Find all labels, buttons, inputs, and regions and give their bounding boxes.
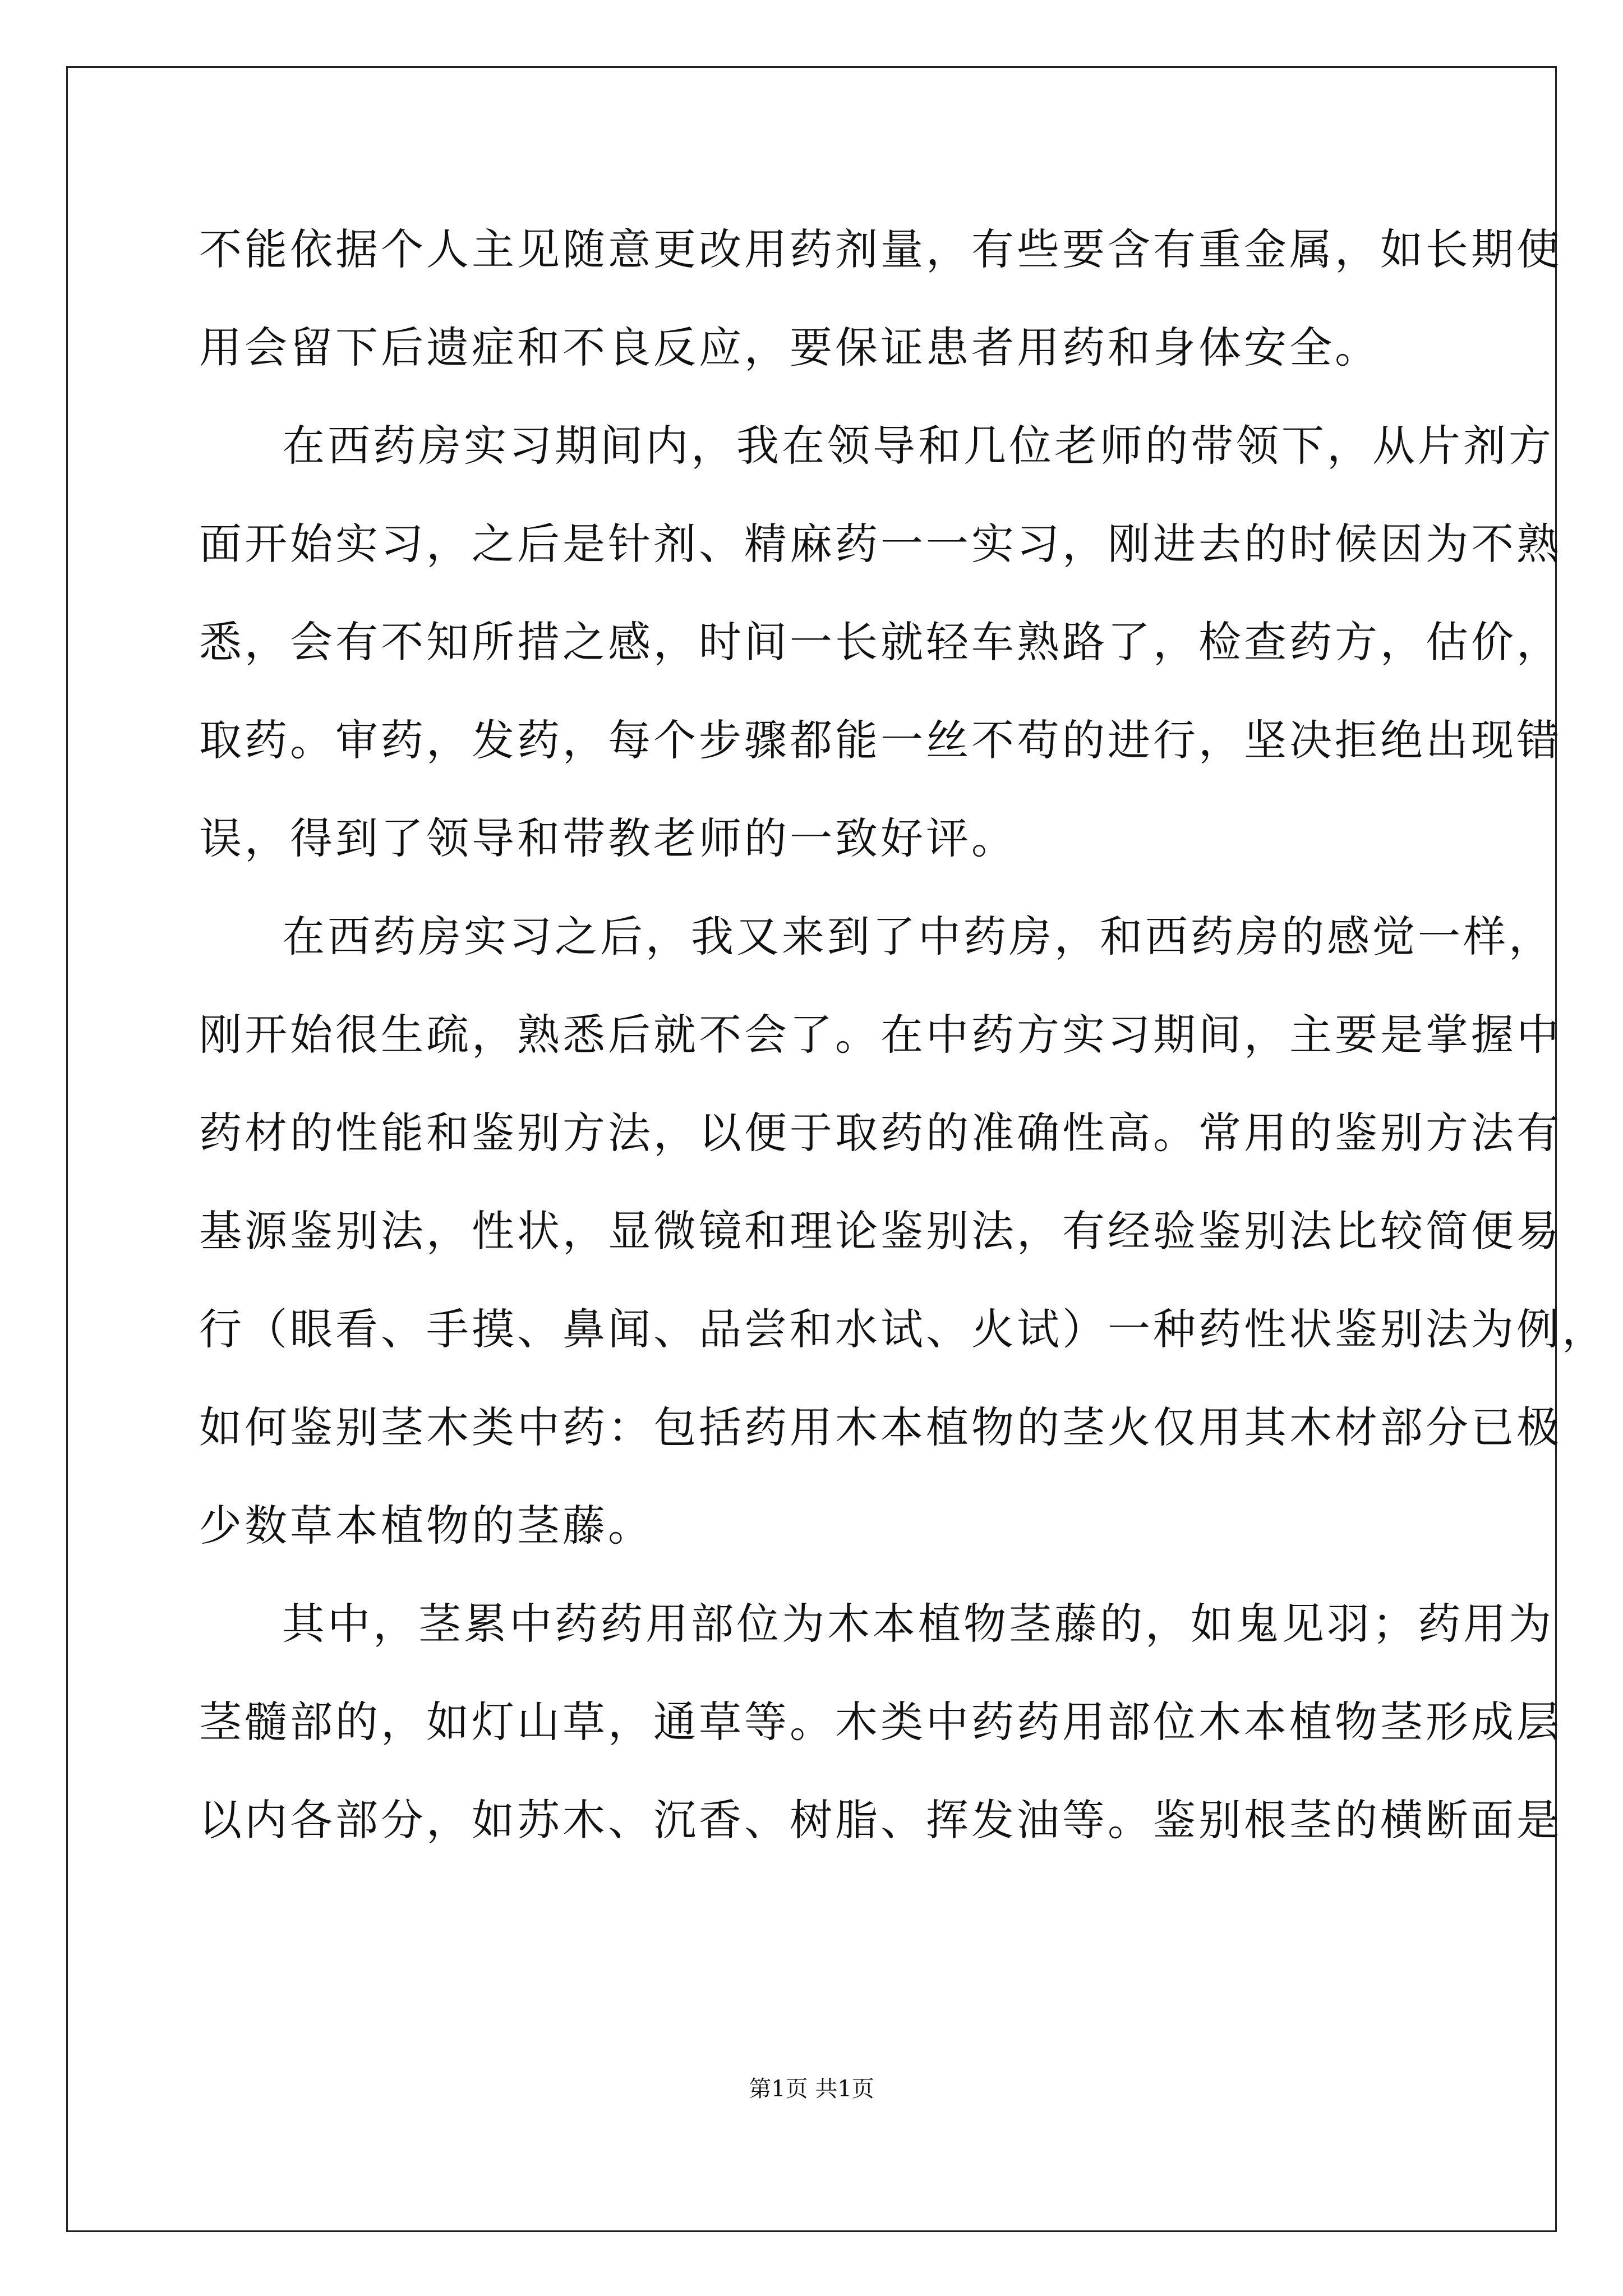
text-line: 误，得到了领导和带教老师的一致好评。 — [199, 813, 1017, 863]
text-line: 用会留下后遗症和不良反应，要保证患者用药和身体安全。 — [199, 323, 1380, 372]
text-line: 少数草本植物的茎藤。 — [199, 1501, 653, 1550]
text-line: 基源鉴别法，性状，显微镜和理论鉴别法，有经验鉴别法比较简便易 — [199, 1206, 1562, 1256]
text-line: 取药。审药，发药，每个步骤都能一丝不苟的进行，坚决拒绝出现错 — [199, 715, 1562, 765]
text-line: 以内各部分，如苏木、沉香、树脂、挥发油等。鉴别根茎的横断面是 — [199, 1795, 1562, 1845]
paragraph-first-line: 在西药房实习期间内，我在领导和几位老师的带领下，从片剂方 — [282, 421, 1554, 471]
text-line: 茎髓部的，如灯山草，通草等。木类中药药用部位木本植物茎形成层 — [199, 1697, 1562, 1747]
paragraph-first-line: 在西药房实习之后，我又来到了中药房，和西药房的感觉一样， — [282, 912, 1554, 961]
paragraph-first-line: 其中，茎累中药药用部位为木本植物茎藤的，如鬼见羽；药用为 — [282, 1599, 1554, 1649]
text-line: 面开始实习，之后是针剂、精麻药一一实习，刚进去的时候因为不熟 — [199, 519, 1562, 569]
text-line: 如何鉴别茎木类中药：包括药用木本植物的茎火仅用其木材部分已极 — [199, 1402, 1562, 1452]
text-line: 行（眼看、手摸、鼻闻、品尝和水试、火试）一种药性状鉴别法为例， — [199, 1304, 1607, 1354]
text-line: 悉，会有不知所措之感，时间一长就轻车熟路了，检查药方，估价， — [199, 617, 1562, 667]
text-line: 不能依据个人主见随意更改用药剂量，有些要含有重金属，如长期使 — [199, 224, 1562, 274]
page-number: 第1页 共1页 — [749, 2076, 874, 2102]
text-line: 刚开始很生疏，熟悉后就不会了。在中药方实习期间，主要是掌握中 — [199, 1010, 1562, 1060]
text-line: 药材的性能和鉴别方法，以便于取药的准确性高。常用的鉴别方法有 — [199, 1108, 1562, 1158]
